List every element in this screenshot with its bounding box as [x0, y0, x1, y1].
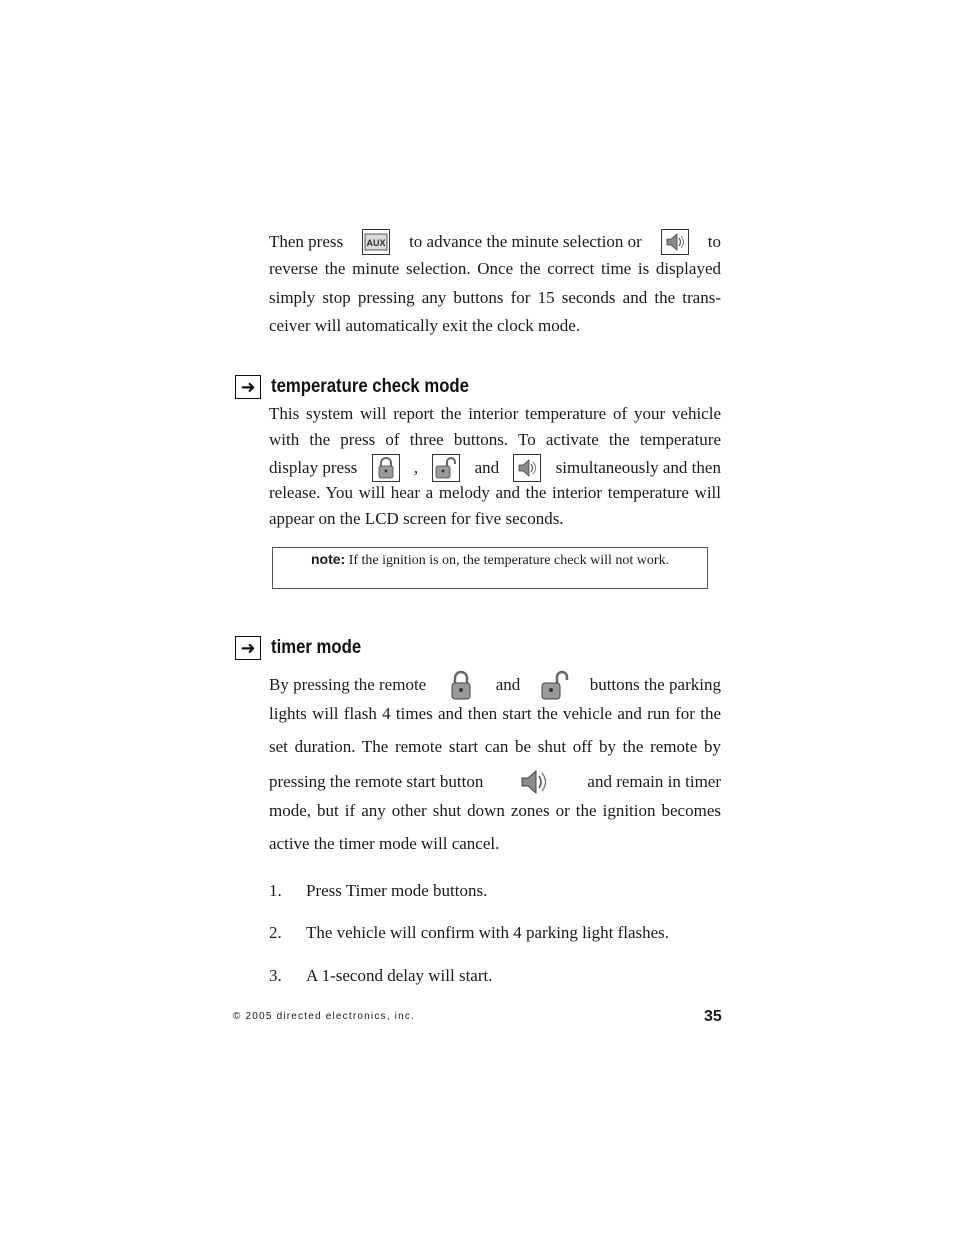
timer-text: mode, but if any other shut down zones or the ignition becomes — [269, 801, 721, 820]
intro-text: simply stop pressing any buttons for 15 seconds and the trans- — [269, 288, 721, 307]
note-content — [311, 550, 681, 570]
timer-line-5 — [269, 801, 721, 821]
lock-icon — [444, 668, 478, 702]
speaker-icon — [518, 765, 552, 799]
timer-line-2 — [269, 704, 721, 724]
timer-text: and remain in timer — [587, 772, 721, 791]
heading-text: temperature check mode — [271, 376, 469, 397]
temperature-line-3 — [269, 454, 721, 482]
list-item-text: The vehicle will confirm with 4 parking light flashes. — [306, 923, 670, 942]
timer-line-1 — [269, 668, 721, 702]
speaker-icon — [513, 454, 541, 482]
intro-line-1 — [269, 229, 721, 255]
temperature-line-1 — [269, 404, 721, 424]
intro-text: to advance the minute selection or — [409, 232, 642, 251]
temperature-line-2 — [269, 430, 721, 450]
timer-line-6: active the timer mode will cancel. — [269, 834, 500, 853]
timer-line-4 — [269, 765, 721, 799]
list-item — [269, 881, 487, 901]
page-number: 35 — [704, 1008, 722, 1025]
intro-text: reverse the minute selection. Once the correct time is displayed — [269, 259, 721, 278]
svg-text:AUX: AUX — [366, 238, 386, 248]
list-item-text: A 1-second delay will start. — [306, 966, 493, 985]
temperature-text: This system will report the interior temperature of your vehicle — [269, 404, 721, 423]
intro-line-2 — [269, 259, 721, 279]
speaker-icon — [661, 229, 689, 255]
section-heading-timer — [235, 636, 373, 660]
temperature-line-4 — [269, 483, 721, 503]
list-item-number: 1. — [269, 881, 282, 900]
temperature-line-5: appear on the LCD screen for five seconds. — [269, 509, 564, 528]
arrow-right-icon: ➜ — [235, 375, 261, 399]
temperature-text: simultaneously and then — [555, 458, 721, 477]
temperature-text: release. You will hear a melody and the interior temperature will — [269, 483, 721, 502]
intro-text: Then press — [269, 232, 344, 251]
arrow-right-icon: ➜ — [235, 636, 261, 660]
lock-icon — [372, 454, 400, 482]
temperature-text: with the press of three buttons. To activate the temperature — [269, 430, 721, 449]
section-heading-temperature — [235, 375, 496, 399]
intro-text: to — [707, 232, 721, 251]
aux-button-icon — [362, 229, 390, 255]
note-box — [272, 547, 708, 589]
timer-text: By pressing the remote — [269, 675, 427, 694]
unlock-icon — [538, 668, 572, 702]
timer-text: pressing the remote start button — [269, 772, 484, 791]
intro-line-4: ceiver will automatically exit the clock mode. — [269, 316, 581, 335]
list-item — [269, 966, 493, 986]
note-label: note: — [311, 551, 346, 567]
copyright-footer: © 2005 directed electronics, inc. — [233, 1011, 416, 1022]
timer-text: lights will flash 4 times and then start the vehicle and run for the — [269, 704, 721, 723]
timer-line-3 — [269, 737, 721, 757]
list-item-number: 2. — [269, 923, 282, 942]
timer-text: and — [495, 675, 521, 694]
list-item — [269, 923, 669, 943]
list-item-text: Press Timer mode buttons. — [306, 881, 488, 900]
timer-text: set duration. The remote start can be shut off by the remote by — [269, 737, 721, 756]
unlock-icon — [432, 454, 460, 482]
note-text: If the ignition is on, the temperature check will not work. — [345, 553, 670, 568]
temperature-text: and — [474, 458, 500, 477]
list-item-number: 3. — [269, 966, 282, 985]
heading-text: timer mode — [271, 637, 362, 658]
temperature-text: display press — [269, 458, 358, 477]
timer-text: buttons the parking — [589, 675, 721, 694]
temperature-text: , — [413, 458, 419, 477]
intro-line-3 — [269, 288, 721, 308]
